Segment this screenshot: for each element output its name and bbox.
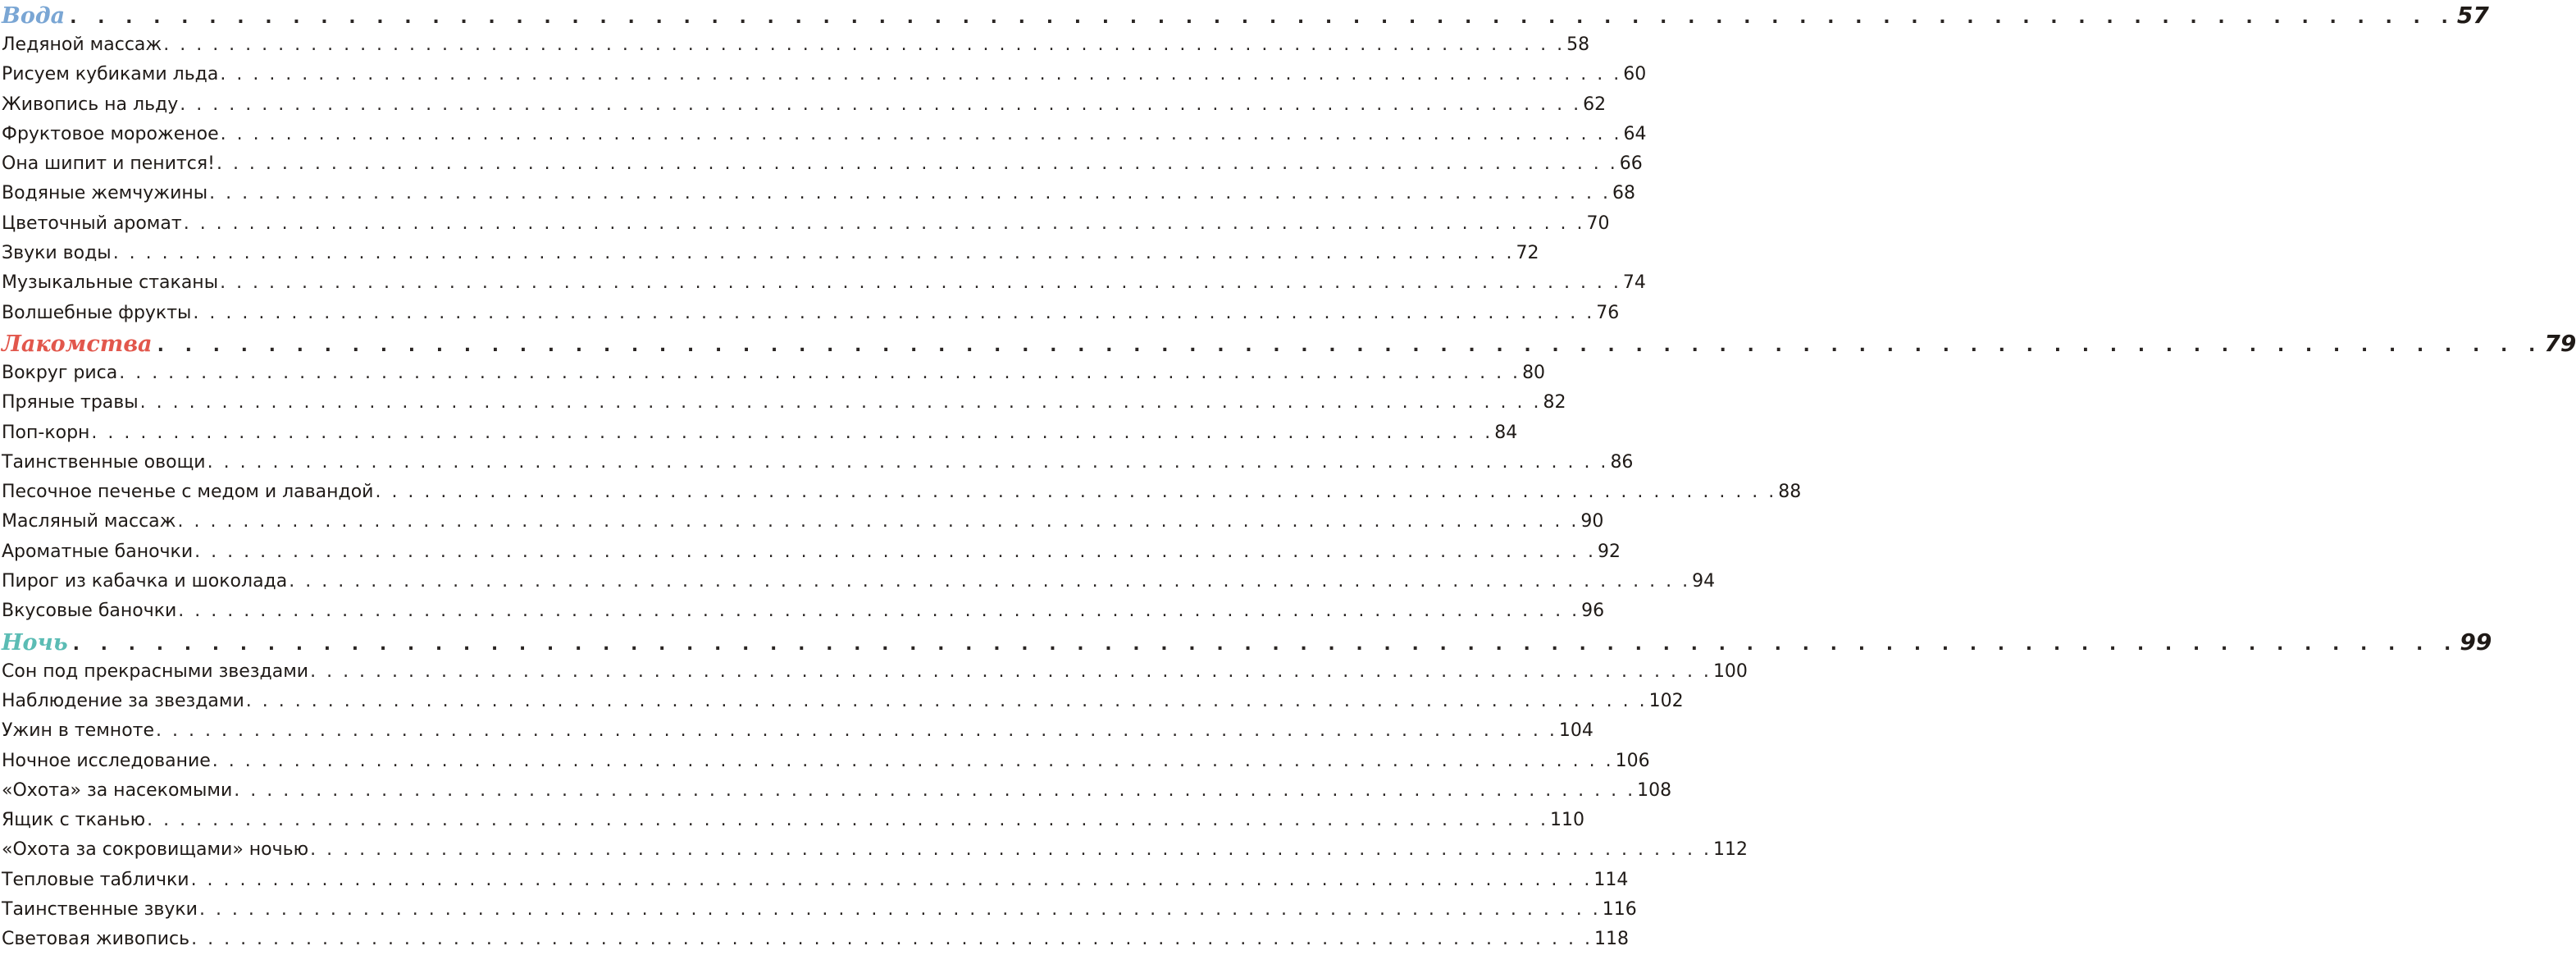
entry-title: «Охота» за насекомыми (2, 779, 233, 801)
entry-title: Фруктовое мороженое (2, 123, 219, 144)
dot-leader: . . . . . . . . . . . . . . . . . . . . . . . . . . . . . . . . . . . . . . . . . . . . . . . . . . . . . . . . . . . . . . . . . . . . . . . . . . . . . . . . . . . . . . (119, 362, 1521, 383)
entry-page-number: 60 (1623, 64, 1647, 85)
dot-leader: . . . . . . . . . . . . . . . . . . . . . . . . . . . . . . . . . . . . . . . . . . . . . . . . . . . . . . . . . . . . . . . . . . . . . . . . . . . . . . . . . . . . . . (91, 422, 1493, 443)
entry-page-number: 58 (1566, 34, 1590, 55)
dot-leader: . . . . . . . . . . . . . . . . . . . . . . . . . . . . . . . . . . . . . . . . . . . . . . . . . . . . . . . . . . . . . . . . . . . . . . . . . . . . . . . . . . . . . . (177, 511, 1580, 532)
section-heading[interactable] (0, 0, 2489, 30)
dot-leader: . . . . . . . . . . . . . . . . . . . . . . . . . . . . . . . . . . . . . . . . . . . . . . . . . . . . . . . . . . . . . . . . . . . . . . . . . . . . . . . . . . . . . . (180, 94, 1582, 115)
section-heading[interactable] (0, 328, 2576, 359)
entry-title: Звуки воды (2, 243, 112, 264)
entry-page-number: 102 (1648, 690, 1684, 711)
dot-leader: . . . . . . . . . . . . . . . . . . . . . . . . . . . . . . . . . . . . . . . . . . . . . . . . . . . . . . . . . . . . . . . . . . . . . . . . . . . . . . . . . . . . . . (220, 123, 1622, 144)
entry-page-number: 80 (1522, 362, 1546, 383)
toc-entry[interactable] (0, 507, 1604, 537)
entry-title: Поп-корн (2, 422, 90, 443)
dot-leader: . . . . . . . . . . . . . . . . . . . . . . . . . . . . . . . . . . . . . . . . . . . . . . . . . . . . . . . . . . . . . . . . . . . . . . . . . . . . . . . . . . . . . . (193, 302, 1595, 323)
entry-title: Живопись на льду (2, 94, 179, 115)
dot-leader: . . . . . . . . . . . . . . . . . . . . . . . . . . . . . . . . . . . . . . . . . . . . . . . . . . . . . . . . . . . . . . . . . . . . . . . . . . . . . . . . . . . . . . (220, 64, 1622, 85)
toc-entry[interactable] (0, 239, 1539, 268)
dot-leader: . . . . . . . . . . . . . . . . . . . . . . . . . . . . . . . . . . . . . . . . . . . . . . . . . . . . . . . . . . . . . . . . . . . . . . . . . . . . . . . . . . . . . . (375, 482, 1777, 503)
toc-entry[interactable] (0, 149, 1643, 179)
toc-entry[interactable] (0, 806, 1584, 835)
entry-page-number: 112 (1712, 839, 1748, 861)
entry-title: Водяные жемчужины (2, 183, 208, 204)
entry-page-number: 86 (1610, 451, 1634, 473)
toc-entry[interactable] (0, 835, 1748, 865)
entry-title: Песочное печенье с медом и лавандой (2, 482, 374, 503)
dot-leader: . . . . . . . . . . . . . . . . . . . . . . . . . . . . . . . . . . . . . . . . . . . . . . . . . . . . . . . . . . . . . . . . . . . . . . . . . . . . . . . . . . . . . . (70, 7, 2455, 28)
entry-title: Музыкальные стаканы (2, 272, 219, 294)
dot-leader: . . . . . . . . . . . . . . . . . . . . . . . . . . . . . . . . . . . . . . . . . . . . . . . . . . . . . . . . . . . . . . . . . . . . . . . . . . . . . . . . . . . . . . (194, 541, 1596, 562)
section-heading[interactable] (0, 627, 2492, 657)
entry-page-number: 74 (1622, 272, 1646, 294)
dot-leader: . . . . . . . . . . . . . . . . . . . . . . . . . . . . . . . . . . . . . . . . . . . . . . . . . . . . . . . . . . . . . . . . . . . . . . . . . . . . . . . . . . . . . . (163, 34, 1566, 55)
entry-title: Тепловые таблички (2, 869, 189, 890)
entry-title: Наблюдение за звездами (2, 690, 244, 711)
dot-leader: . . . . . . . . . . . . . . . . . . . . . . . . . . . . . . . . . . . . . . . . . . . . . . . . . . . . . . . . . . . . . . . . . . . . . . . . . . . . . . . . . . . . . . (178, 601, 1580, 622)
section-page-number: 57 (2456, 2, 2489, 29)
toc-entry[interactable] (0, 418, 1518, 448)
entry-page-number: 92 (1597, 541, 1621, 562)
toc-entry[interactable] (0, 299, 1620, 328)
entry-title: Световая живопись (2, 929, 190, 950)
entry-title: Цветочный аромат (2, 212, 182, 234)
section-title: Ночь (2, 629, 68, 656)
entry-page-number: 82 (1543, 392, 1566, 414)
entry-page-number: 114 (1593, 869, 1629, 890)
entry-page-number: 90 (1580, 511, 1604, 532)
section-title: Лакомства (2, 331, 153, 357)
entry-page-number: 76 (1596, 302, 1620, 323)
entry-title: Волшебные фрукты (2, 302, 192, 323)
entry-page-number: 88 (1778, 482, 1802, 503)
dot-leader: . . . . . . . . . . . . . . . . . . . . . . . . . . . . . . . . . . . . . . . . . . . . . . . . . . . . . . . . . . . . . . . . . . . . . . . . . . . . . . . . . . . . . . (289, 571, 1691, 592)
dot-leader: . . . . . . . . . . . . . . . . . . . . . . . . . . . . . . . . . . . . . . . . . . . . . . . . . . . . . . . . . . . . . . . . . . . . . . . . . . . . . . . . . . . . . . (191, 929, 1593, 950)
toc-entry[interactable] (0, 776, 1672, 806)
dot-leader: . . . . . . . . . . . . . . . . . . . . . . . . . . . . . . . . . . . . . . . . . . . . . . . . . . . . . . . . . . . . . . . . . . . . . . . . . . . . . . . . . . . . . . (156, 720, 1557, 742)
dot-leader: . . . . . . . . . . . . . . . . . . . . . . . . . . . . . . . . . . . . . . . . . . . . . . . . . . . . . . . . . . . . . . . . . . . . . . . . . . . . . . . . . . . . . . (190, 869, 1593, 890)
toc-entry[interactable] (0, 747, 1650, 776)
entry-title: Вкусовые баночки (2, 601, 177, 622)
entry-page-number: 94 (1692, 571, 1716, 592)
entry-title: Рисуем кубиками льда (2, 64, 219, 85)
dot-leader: . . . . . . . . . . . . . . . . . . . . . . . . . . . . . . . . . . . . . . . . . . . . . . . . . . . . . . . . . . . . . . . . . . . . . . . . . . . . . . . . . . . . . . (207, 451, 1609, 473)
entry-title: Таинственные овощи (2, 451, 206, 473)
toc-entry[interactable] (0, 478, 1802, 507)
entry-page-number: 72 (1516, 243, 1539, 264)
dot-leader: . . . . . . . . . . . . . . . . . . . . . . . . . . . . . . . . . . . . . . . . . . . . . . . . . . . . . . . . . . . . . . . . . . . . . . . . . . . . . . . . . . . . . . (209, 183, 1611, 204)
dot-leader: . . . . . . . . . . . . . . . . . . . . . . . . . . . . . . . . . . . . . . . . . . . . . . . . . . . . . . . . . . . . . . . . . . . . . . . . . . . . . . . . . . . . . . (234, 779, 1636, 801)
dot-leader: . . . . . . . . . . . . . . . . . . . . . . . . . . . . . . . . . . . . . . . . . . . . . . . . . . . . . . . . . . . . . . . . . . . . . . . . . . . . . . . . . . . . . . (139, 392, 1542, 414)
toc-entry[interactable] (0, 90, 1607, 120)
entry-title: Ледяной массаж (2, 34, 162, 55)
entry-page-number: 104 (1558, 720, 1593, 742)
entry-page-number: 110 (1549, 810, 1584, 831)
toc-entry[interactable] (0, 388, 1566, 418)
entry-title: «Охота за сокровищами» ночью (2, 839, 309, 861)
toc-entry[interactable] (0, 895, 1637, 925)
section-title: Вода (2, 3, 66, 29)
toc-entry[interactable] (0, 120, 1647, 149)
entry-title: Масляный массаж (2, 511, 176, 532)
entry-title: Вокруг риса (2, 362, 118, 383)
entry-title: Ужин в темноте (2, 720, 155, 742)
entry-page-number: 108 (1637, 779, 1672, 801)
entry-page-number: 96 (1581, 601, 1605, 622)
toc-entry[interactable] (0, 30, 1590, 60)
toc-entry[interactable] (0, 716, 1593, 746)
entry-page-number: 66 (1619, 153, 1643, 175)
entry-page-number: 70 (1586, 212, 1610, 234)
entry-title: Таинственные звуки (2, 899, 198, 921)
entry-title: Ароматные баночки (2, 541, 194, 562)
dot-leader: . . . . . . . . . . . . . . . . . . . . . . . . . . . . . . . . . . . . . . . . . . . . . . . . . . . . . . . . . . . . . . . . . . . . . . . . . . . . . . . . . . . . . . (183, 212, 1585, 234)
toc-entry[interactable] (0, 60, 1647, 89)
entry-title: Ночное исследование (2, 750, 211, 771)
dot-leader: . . . . . . . . . . . . . . . . . . . . . . . . . . . . . . . . . . . . . . . . . . . . . . . . . . . . . . . . . . . . . . . . . . . . . . . . . . . . . . . . . . . . . . (310, 660, 1712, 682)
dot-leader: . . . . . . . . . . . . . . . . . . . . . . . . . . . . . . . . . . . . . . . . . . . . . . . . . . . . . . . . . . . . . . . . . . . . . . . . . . . . . . . . . . . . . . (216, 153, 1618, 175)
dot-leader: . . . . . . . . . . . . . . . . . . . . . . . . . . . . . . . . . . . . . . . . . . . . . . . . . . . . . . . . . . . . . . . . . . . . . . . . . . . . . . . . . . . . . . (198, 899, 1601, 921)
entry-title: Пряные травы (2, 392, 139, 414)
entry-page-number: 100 (1712, 660, 1748, 682)
toc-entry[interactable] (0, 359, 1546, 388)
dot-leader: . . . . . . . . . . . . . . . . . . . . . . . . . . . . . . . . . . . . . . . . . . . . . . . . . . . . . . . . . . . . . . . . . . . . . . . . . . . . . . . . . . . . . . (72, 633, 2459, 655)
toc-entry[interactable] (0, 268, 1646, 298)
toc-entry[interactable] (0, 866, 1629, 895)
entry-title: Сон под прекрасными звездами (2, 660, 309, 682)
dot-leader: . . . . . . . . . . . . . . . . . . . . . . . . . . . . . . . . . . . . . . . . . . . . . . . . . . . . . . . . . . . . . . . . . . . . . . . . . . . . . . . . . . . . . . (220, 272, 1621, 294)
entry-page-number: 118 (1593, 929, 1629, 950)
toc-entry[interactable] (0, 448, 1634, 478)
entry-page-number: 116 (1602, 899, 1637, 921)
toc-entry[interactable] (0, 209, 1610, 239)
toc-entry[interactable] (0, 179, 1635, 208)
dot-leader: . . . . . . . . . . . . . . . . . . . . . . . . . . . . . . . . . . . . . . . . . . . . . . . . . . . . . . . . . . . . . . . . . . . . . . . . . . . . . . . . . . . . . . (112, 243, 1515, 264)
toc-entry[interactable] (0, 596, 1605, 626)
entry-title: Она шипит и пенится! (2, 153, 215, 175)
dot-leader: . . . . . . . . . . . . . . . . . . . . . . . . . . . . . . . . . . . . . . . . . . . . . . . . . . . . . . . . . . . . . . . . . . . . . . . . . . . . . . . . . . . . . . (212, 750, 1614, 771)
toc-entry[interactable] (0, 567, 1716, 596)
toc-entry[interactable] (0, 925, 1629, 954)
section-page-number: 99 (2460, 628, 2492, 656)
toc-entry[interactable] (0, 537, 1621, 567)
entry-page-number: 64 (1623, 123, 1647, 144)
entry-title: Пирог из кабачка и шоколада (2, 571, 288, 592)
toc-entry[interactable] (0, 687, 1684, 716)
entry-page-number: 68 (1612, 183, 1635, 204)
dot-leader: . . . . . . . . . . . . . . . . . . . . . . . . . . . . . . . . . . . . . . . . . . . . . . . . . . . . . . . . . . . . . . . . . . . . . . . . . . . . . . . . . . . . . . (147, 810, 1548, 831)
entry-page-number: 106 (1615, 750, 1650, 771)
entry-title: Ящик с тканью (2, 810, 146, 831)
entry-page-number: 84 (1494, 422, 1518, 443)
entry-page-number: 62 (1583, 94, 1607, 115)
dot-leader: . . . . . . . . . . . . . . . . . . . . . . . . . . . . . . . . . . . . . . . . . . . . . . . . . . . . . . . . . . . . . . . . . . . . . . . . . . . . . . . . . . . . . . (245, 690, 1648, 711)
section-page-number: 79 (2544, 329, 2576, 357)
dot-leader: . . . . . . . . . . . . . . . . . . . . . . . . . . . . . . . . . . . . . . . . . . . . . . . . . . . . . . . . . . . . . . . . . . . . . . . . . . . . . . . . . . . . . . (310, 839, 1712, 861)
dot-leader: . . . . . . . . . . . . . . . . . . . . . . . . . . . . . . . . . . . . . . . . . . . . . . . . . . . . . . . . . . . . . . . . . . . . . . . . . . . . . . . . . . . . . . (157, 335, 2543, 356)
toc-entry[interactable] (0, 657, 1748, 687)
